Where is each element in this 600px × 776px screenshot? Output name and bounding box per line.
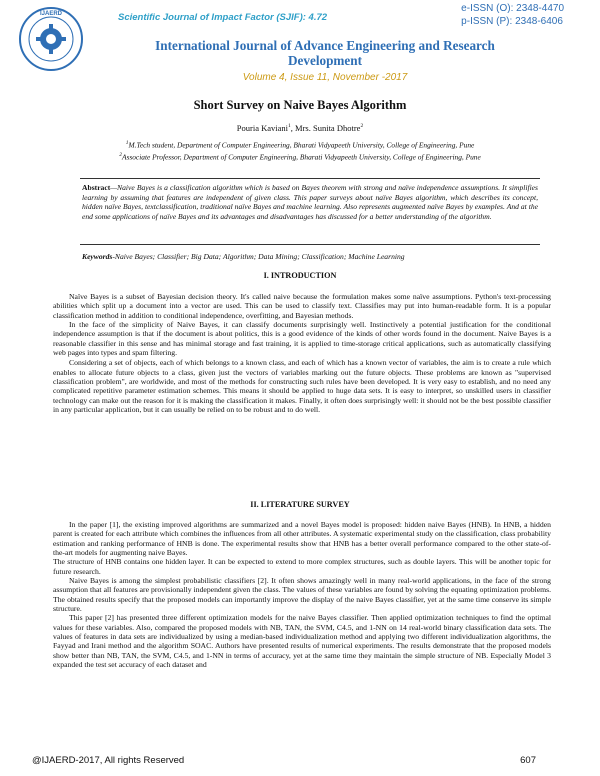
- affiliation-1-text: M.Tech student, Department of Computer Engineering, Bharati Vidyapeeth University, College of Engineering, Pune: [128, 140, 475, 150]
- lit-paragraph-2: The structure of HNB contains one hidden layer. It can be expected to extend to more complex structures, such as double layers. This will be another topic for future research.: [53, 557, 551, 576]
- affiliation-2: [0, 152, 600, 161]
- abstract-top-rule: [80, 178, 540, 179]
- affiliation-1-sup: 1: [125, 140, 129, 146]
- logo-text: IJAERD: [39, 11, 63, 17]
- author-2: , Mrs. Sunita Dhotre: [290, 123, 361, 133]
- keywords-label: Keywords: [82, 252, 113, 261]
- pissn: p-ISSN (P): 2348-6406: [461, 16, 563, 27]
- introduction-body: [53, 292, 551, 414]
- author-1-sup: 1: [288, 123, 291, 130]
- affiliation-2-sup: 2: [119, 152, 122, 158]
- author-1: Pouria Kaviani: [236, 123, 289, 133]
- abstract-label: Abstract: [82, 183, 111, 192]
- literature-survey-body: [53, 520, 551, 670]
- footer-copyright: @IJAERD-2017, All rights Reserved: [32, 755, 185, 766]
- eissn: e-ISSN (O): 2348-4470: [461, 3, 564, 14]
- section-heading-introduction: I. INTRODUCTION: [263, 271, 337, 280]
- journal-title-line1: International Journal of Advance Engineering and Research: [155, 38, 495, 53]
- sjif-impact-factor: Scientific Journal of Impact Factor (SJIF): 4.72: [118, 12, 328, 23]
- journal-title-line2: Development: [288, 53, 362, 68]
- footer-page-number: 607: [520, 755, 536, 766]
- intro-paragraph-2: In the face of the simplicity of Naive Bayes, it can classify documents surprisingly well. Instinctively a potential justification for the conditional independence assumption is that if the document is about politics, this is a good evidence of the kinds of other words found in the document. Naive Bayes is a reasonable classifier in this sense and has minimal storage and fast training, it is applied to time-storage critical applications, such as automatically classifying web pages into types and spam filtering.: [53, 320, 551, 358]
- abstract-text: —Naive Bayes is a classification algorithm which is based on Bayes theorem with strong and naïve independence assumptions. It simplifies learning by assuming that features are independent of given class. This paper surveys about naïve Bayes algorithm, which describes its concept, hidden naïve Bayes, textclassification, traditional naïve Bayes and machine learning. Also represents augmented naïve Bayes by examples. And at the end some applications of naïve Bayes and its advantages and disadvantages has discussed for a better understanding of the algorithm.: [82, 183, 538, 221]
- journal-title: [100, 38, 550, 68]
- section-heading-literature-survey: II. LITERATURE SURVEY: [250, 500, 350, 509]
- intro-paragraph-1: Naïve Bayes is a subset of Bayesian decision theory. It's called naive because the formulation makes some naïve assumptions. Python's text-processing abilities which split up a document into a vector are used. This can be used to classify text. Classifies may put into human-readable form. It is a popular classification method in addition to conditional independence, overfitting, and Bayesian methods.: [53, 292, 551, 320]
- paper-title: Short Survey on Naive Bayes Algorithm: [193, 98, 407, 112]
- intro-paragraph-3: Considering a set of objects, each of which belongs to a known class, and each of which has a known vector of variables, the aim is to create a rule which enables to allocate future objects to a class, given just the vectors of variables marking out the future objects. These problems are known as "supervised classification problem", are worldwide, and most of the methods for constructing such rules have been developed. It is very easy to establish, and no need any complicated repetitive parameter estimation schemes. This means it should be applied to huge data sets. It is easy to interpret, so unskilled users in classifier technology can make out the reason for it is making the classification it makes. Finally, it often does surprisingly well: it should not be the best possible classifier in any particular application, but it can usually be relied on to be robust and to do well.: [53, 358, 551, 415]
- lit-paragraph-1: In the paper [1], the existing improved algorithms are summarized and a novel Bayes model is proposed: hidden naive Bayes (HNB). In HNB, a hidden parent is created for each attribute which combines the influences from all other attributes. A systematic experimental study on the classification, class probability estimation and ranking performance of HNB is done. The experimental results show that HNB has a better overall performance compared to the other state-of-the-art models for augmenting naive Bayes.: [53, 520, 551, 558]
- ijaerd-logo: [18, 6, 84, 72]
- lit-paragraph-3: Naive Bayes is among the simplest probabilistic classifiers [2]. It often shows amazingly well in many real-world applications, in the face of the strong assumption that all features are provisionally independent given the class. The values of these variables are found by solving the equating optimization problems. The obtained results specify that the proposed models can importantly improve the display of the naive Bayes classifier, yet at the same time conserve its simple structure.: [53, 576, 551, 614]
- lit-paragraph-4: This paper [2] has presented three different optimization models for the naive Bayes classifier. Then applied optimization techniques to find the optimal values for these variables. Also, compared the proposed models with NB, TAN, the SVM, C4.5, and 1-NN on 14 real-world binary classification data sets. The values of features in data sets are individualized by using a median-based individualization method and applying two different individualization algorithms, the Fayyad and Irani method and the algorithm SOAC. Authors have presented results of numerical experiments. The results demonstrate that the proposed models show better than NB, TAN, the SVM, C4.5, and 1-NN in terms of accuracy, yet at the same time they maintain the simple structure of NB. Especially Model 3 expanded the test set accuracy of each dataset and: [53, 613, 551, 670]
- affiliation-1: [0, 140, 600, 149]
- authors: [0, 123, 600, 133]
- abstract-bottom-rule: [80, 244, 540, 245]
- keywords: [82, 252, 538, 261]
- affiliation-2-text: Associate Professor, Department of Computer Engineering, Bharati Vidyapeeth University, College of Engineering, Pune: [121, 152, 481, 162]
- issn-block: [461, 2, 564, 28]
- author-2-sup: 2: [360, 123, 364, 130]
- volume-issue: Volume 4, Issue 11, November -2017: [242, 72, 408, 83]
- keywords-text: -Naive Bayes; Classifier; Big Data; Algorithm; Data Mining; Classification; Machine Learning: [112, 252, 405, 261]
- abstract: [82, 183, 538, 221]
